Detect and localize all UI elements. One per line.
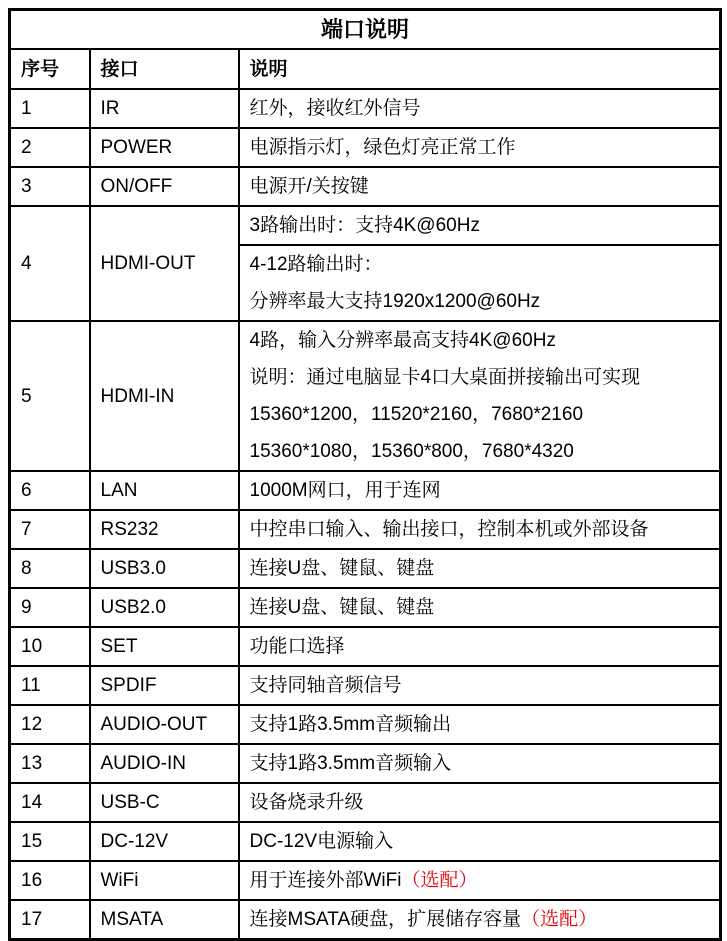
description-line [250, 706, 716, 743]
description-line [250, 472, 716, 509]
port-name: USB3.0 [90, 549, 239, 588]
port-description-cell [239, 744, 721, 783]
port-description-table [8, 8, 722, 941]
description-line [250, 433, 716, 470]
port-name: DC-12V [90, 822, 239, 861]
port-description-cell [239, 510, 721, 549]
table-row [10, 744, 721, 783]
port-name: SET [90, 627, 239, 666]
port-name: IR [90, 89, 239, 128]
port-description-cell [239, 245, 721, 321]
port-name: AUDIO-IN [90, 744, 239, 783]
description-text: 连接U盘、键鼠、键盘 [249, 558, 435, 579]
row-number: 13 [10, 744, 90, 783]
description-line [250, 207, 716, 244]
description-line [250, 168, 716, 205]
table-row [10, 861, 721, 900]
port-description-cell [239, 705, 721, 744]
table-row [10, 588, 721, 627]
port-name: LAN [90, 471, 239, 510]
port-description-cell [239, 822, 721, 861]
description-text: DC-12V电源输入 [249, 831, 394, 852]
description-text: 电源指示灯，绿色灯亮正常工作 [249, 137, 516, 158]
port-description-cell [239, 128, 721, 167]
description-line [250, 359, 716, 396]
description-text: 15360*1200，11520*2160，7680*2160 [249, 404, 584, 425]
table-row [10, 666, 721, 705]
row-number: 10 [10, 627, 90, 666]
table-header-row [10, 49, 721, 89]
row-number: 1 [10, 89, 90, 128]
port-description-cell [239, 321, 721, 471]
row-number: 12 [10, 705, 90, 744]
port-description-cell [239, 627, 721, 666]
row-number: 5 [10, 321, 90, 471]
description-text: 分辨率最大支持1920x1200@60Hz [249, 291, 541, 312]
table-row [10, 167, 721, 206]
port-name: MSATA [90, 900, 239, 940]
description-line [250, 396, 716, 433]
description-text: 1000M网口，用于连网 [249, 480, 441, 501]
row-number: 8 [10, 549, 90, 588]
description-line [250, 589, 716, 626]
table-row [10, 128, 721, 167]
port-description-cell [239, 167, 721, 206]
table-row [10, 549, 721, 588]
description-line [250, 862, 716, 899]
optional-tag: （选配） [401, 870, 478, 891]
table-row [10, 822, 721, 861]
row-number: 14 [10, 783, 90, 822]
port-description-cell [239, 666, 721, 705]
port-name: AUDIO-OUT [90, 705, 239, 744]
port-name: ON/OFF [90, 167, 239, 206]
table-row [10, 510, 721, 549]
table-row [10, 627, 721, 666]
port-description-cell [239, 471, 721, 510]
port-name: USB-C [90, 783, 239, 822]
description-text: 连接MSATA硬盘，扩展储存容量 [249, 909, 522, 930]
description-line [250, 283, 716, 320]
port-name: RS232 [90, 510, 239, 549]
port-description-cell [239, 783, 721, 822]
row-number: 11 [10, 666, 90, 705]
description-text: 4路，输入分辨率最高支持4K@60Hz [249, 330, 556, 351]
port-name: HDMI-OUT [90, 206, 239, 321]
row-number: 15 [10, 822, 90, 861]
row-number: 4 [10, 206, 90, 321]
description-text: 电源开/关按键 [249, 176, 369, 197]
row-number: 17 [10, 900, 90, 940]
port-name: POWER [90, 128, 239, 167]
port-name: HDMI-IN [90, 321, 239, 471]
description-text: 功能口选择 [249, 636, 345, 657]
description-text: 说明：通过电脑显卡4口大桌面拼接输出可实现 [249, 367, 641, 388]
description-line [250, 784, 716, 821]
column-header-desc: 说明 [239, 49, 721, 89]
port-description-cell [239, 89, 721, 128]
port-name: USB2.0 [90, 588, 239, 627]
description-text: 15360*1080，15360*800，7680*4320 [249, 441, 574, 462]
table-row [10, 89, 721, 128]
row-number: 9 [10, 588, 90, 627]
description-text: 连接U盘、键鼠、键盘 [249, 597, 435, 618]
port-description-cell [239, 588, 721, 627]
optional-tag: （选配） [521, 909, 598, 930]
row-number: 7 [10, 510, 90, 549]
description-text: 中控串口输入、输出接口，控制本机或外部设备 [249, 519, 649, 540]
description-text: 支持1路3.5mm音频输入 [249, 753, 452, 774]
port-description-cell [239, 900, 721, 940]
port-description-cell [239, 861, 721, 900]
description-line [250, 901, 716, 938]
port-description-cell [239, 549, 721, 588]
description-line [250, 823, 716, 860]
row-number: 6 [10, 471, 90, 510]
description-text: 3路输出时：支持4K@60Hz [249, 215, 480, 236]
row-number: 2 [10, 128, 90, 167]
description-text: 设备烧录升级 [249, 792, 364, 813]
port-name: WiFi [90, 861, 239, 900]
column-header-no: 序号 [10, 49, 90, 89]
description-line [250, 322, 716, 359]
table-row [10, 321, 721, 471]
description-text: 支持同轴音频信号 [249, 675, 402, 696]
description-line [250, 667, 716, 704]
description-line [250, 745, 716, 782]
table-row [10, 900, 721, 940]
port-description-cell [239, 206, 721, 245]
description-line [250, 129, 716, 166]
description-text: 支持1路3.5mm音频输出 [249, 714, 452, 735]
column-header-port: 接口 [90, 49, 239, 89]
description-line [250, 550, 716, 587]
page-title: 端口说明 [10, 10, 721, 50]
table-row [10, 206, 721, 245]
row-number: 3 [10, 167, 90, 206]
description-line [250, 628, 716, 665]
description-line [250, 90, 716, 127]
table-title-row [10, 10, 721, 50]
port-name: SPDIF [90, 666, 239, 705]
table-row [10, 705, 721, 744]
description-text: 4-12路输出时： [249, 254, 383, 275]
table-row [10, 471, 721, 510]
description-line [250, 511, 716, 548]
table-row [10, 783, 721, 822]
description-line [250, 246, 716, 283]
row-number: 16 [10, 861, 90, 900]
description-text: 用于连接外部WiFi [249, 870, 402, 891]
description-text: 红外，接收红外信号 [249, 98, 421, 119]
